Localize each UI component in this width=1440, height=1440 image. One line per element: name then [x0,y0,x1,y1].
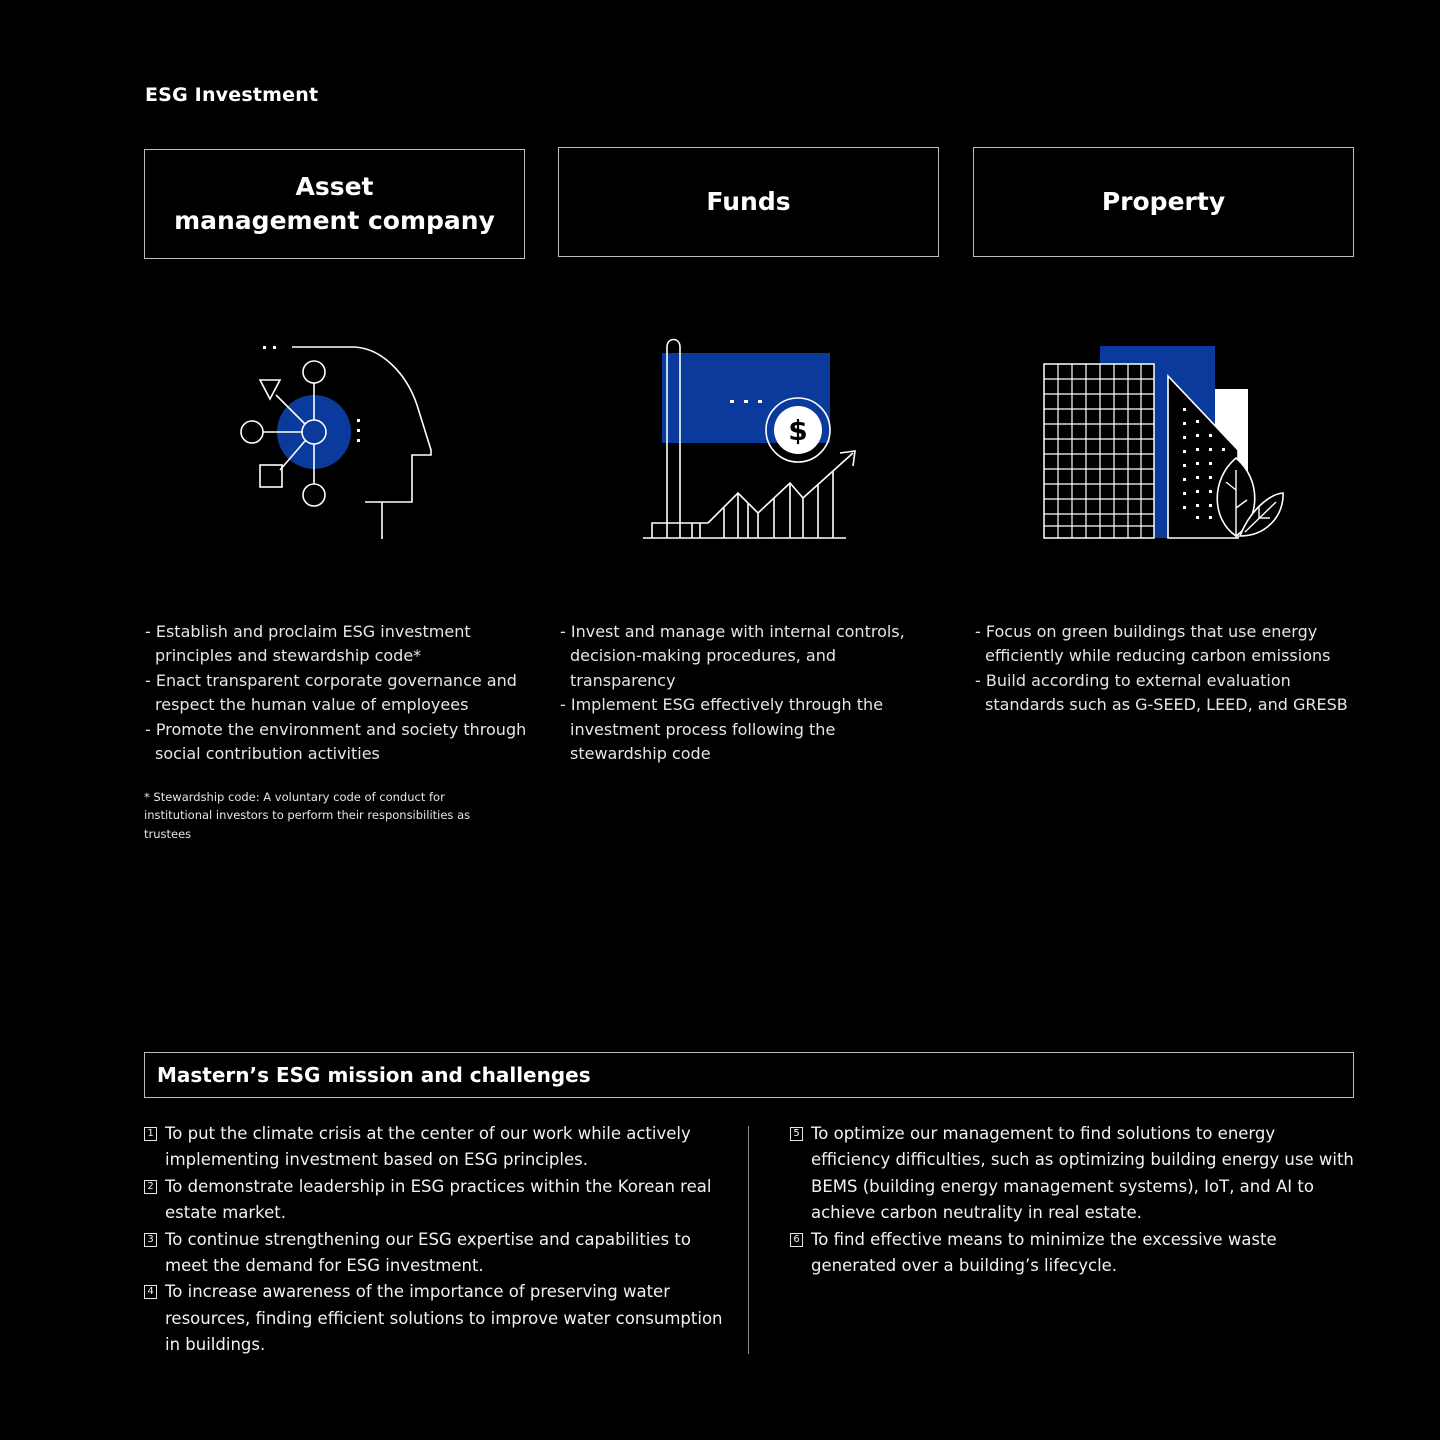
mission-item-text: To optimize our management to find solutions to energy efficiency difficulties, such as optimizing building energy use with BEMS (building energy management systems), IoT, and AI to achieve carbon neutrality in real estate. [811,1124,1354,1223]
number-badge: 3 [144,1233,157,1247]
mission-item-text: To increase awareness of the importance of preserving water resources, finding efficient solutions to improve water consumption in buildings. [165,1282,723,1355]
list-item: - Establish and proclaim ESG investment principles and stewardship code* [145,622,471,666]
mission-item-text: To demonstrate leadership in ESG practices within the Korean real estate market. [165,1176,712,1223]
mission-item [144,1121,729,1174]
mission-item [144,1227,729,1280]
number-badge: 6 [790,1233,803,1247]
asset-management-box [144,149,525,259]
section-title: ESG Investment [145,84,319,106]
mission-item [790,1121,1355,1227]
stewardship-footnote: * Stewardship code: A voluntary code of conduct for institutional investors to perform their responsibilities as trustees [144,790,471,841]
list-item: - Invest and manage with internal controls, decision-making procedures, and transparency [560,622,905,690]
head-network-icon [232,335,442,545]
list-item: - Implement ESG effectively through the investment process following the stewardship code [560,695,884,764]
mission-item [144,1174,729,1227]
funds-bullets [560,620,920,766]
list-item: - Build according to external evaluation standards such as G-SEED, LEED, and GRESB [975,670,1348,715]
asset-title-line-2: management company [174,206,495,235]
mission-header [144,1052,1354,1098]
asset-bullets [145,620,545,766]
number-badge: 5 [790,1127,803,1141]
number-badge: 2 [144,1180,157,1194]
list-item: - Focus on green buildings that use energy efficiently while reducing carbon emissions [975,622,1331,666]
flag-growth-chart-icon [640,335,865,545]
mission-list-left [144,1121,729,1359]
mission-item [790,1227,1355,1280]
list-item: - Promote the environment and society through social contribution activities [145,719,527,764]
list-item: - Enact transparent corporate governance and respect the human value of employees [145,670,517,715]
mission-item-text: To continue strengthening our ESG expertise and capabilities to meet the demand for ESG investment. [165,1229,691,1276]
mission-title: Mastern’s ESG mission and challenges [157,1063,591,1087]
mission-item-text: To put the climate crisis at the center of our work while actively implementing investment based on ESG principles. [165,1124,691,1170]
number-badge: 4 [144,1285,157,1299]
property-bullets [975,620,1365,718]
property-title: Property [1101,187,1226,216]
asset-title-line-1: Asset [295,172,374,201]
funds-box [558,147,939,257]
mission-list-right [790,1121,1355,1279]
mission-item-text: To find effective means to minimize the excessive waste generated over a building’s lifecycle. [811,1229,1277,1276]
mission-item [144,1279,729,1358]
property-box [973,147,1354,257]
svg-text:$: $ [788,414,808,447]
column-divider [748,1126,749,1354]
number-badge: 1 [144,1127,157,1141]
funds-title: Funds [706,187,791,216]
green-building-icon [1040,340,1290,545]
